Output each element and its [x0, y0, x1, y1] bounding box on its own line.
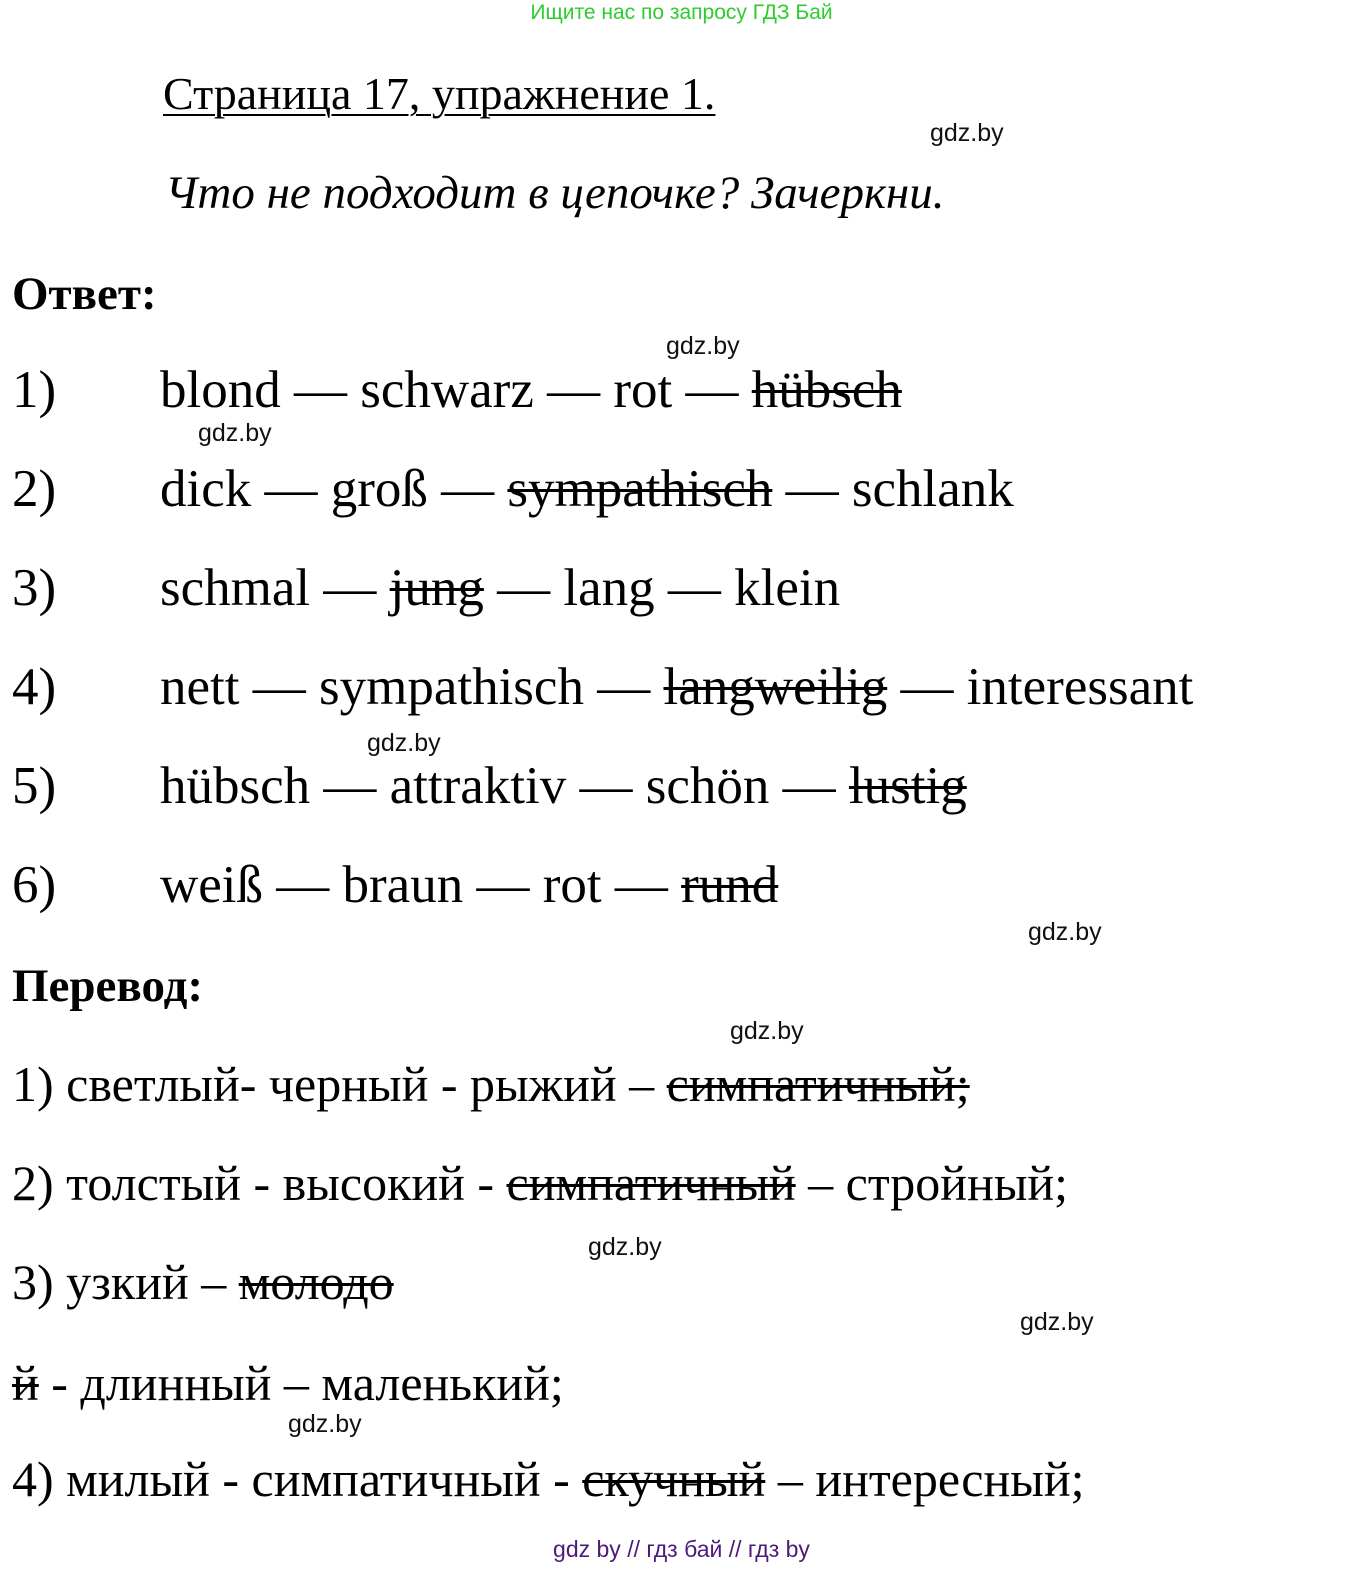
translation-text: 2) толстый - высокий -: [12, 1155, 507, 1211]
answer-number: 5): [12, 757, 57, 815]
dash: —: [252, 658, 306, 716]
struck-word: hübsch: [751, 361, 902, 419]
translation-heading: Перевод:: [12, 960, 204, 1012]
translation-text: - длинный – маленький;: [38, 1355, 564, 1411]
watermark: gdz.by: [730, 1017, 804, 1045]
word: rot: [613, 361, 673, 419]
task-instruction: Что не подходит в цепочке? Зачеркни.: [165, 167, 945, 219]
translation-row-2: [12, 1152, 1068, 1214]
answer-heading: Ответ:: [12, 268, 157, 320]
dash: —: [293, 361, 347, 419]
dash: —: [614, 856, 668, 914]
struck-word: симпатичный;: [666, 1056, 970, 1112]
answer-row-2: [12, 457, 1014, 521]
struck-word: скучный: [582, 1451, 766, 1507]
word: schwarz: [360, 361, 534, 419]
struck-word: симпатичный: [506, 1155, 796, 1211]
dash: —: [597, 658, 651, 716]
dash: —: [497, 559, 551, 617]
watermark: gdz.by: [588, 1233, 662, 1261]
word: schmal: [160, 559, 311, 617]
word: schlank: [851, 460, 1014, 518]
watermark: gdz.by: [1020, 1308, 1094, 1336]
dash: —: [685, 361, 739, 419]
translation-text: – интересный;: [765, 1451, 1085, 1507]
answer-row-1: [12, 358, 902, 422]
footer-links[interactable]: gdz by // гдз бай // гдз by: [553, 1536, 810, 1562]
answer-number: 4): [12, 658, 57, 716]
answer-row-4: [12, 655, 1193, 719]
struck-word: sympathisch: [507, 460, 773, 518]
watermark: gdz.by: [198, 419, 272, 447]
dash: —: [441, 460, 495, 518]
dash: —: [264, 460, 318, 518]
word: klein: [734, 559, 841, 617]
answer-row-5: [12, 754, 967, 818]
translation-text: – стройный;: [795, 1155, 1069, 1211]
watermark: gdz.by: [930, 119, 1004, 147]
translation-row-3-continued: [12, 1352, 564, 1414]
dash: —: [547, 361, 601, 419]
translation-text: 1) светлый- черный - рыжий –: [12, 1056, 667, 1112]
dash: —: [785, 460, 839, 518]
word: hübsch: [160, 757, 311, 815]
word: braun: [342, 856, 464, 914]
word: schön: [645, 757, 770, 815]
watermark: gdz.by: [288, 1410, 362, 1438]
answer-row-3: [12, 556, 840, 620]
dash: —: [323, 757, 377, 815]
top-banner[interactable]: Ищите нас по запросу ГДЗ Бай: [530, 1, 833, 24]
watermark: gdz.by: [367, 729, 441, 757]
translation-row-1: [12, 1053, 970, 1115]
answer-number: 1): [12, 361, 57, 419]
dash: —: [579, 757, 633, 815]
answer-number: 6): [12, 856, 57, 914]
watermark: gdz.by: [1028, 918, 1102, 946]
dash: —: [900, 658, 954, 716]
struck-word: й: [12, 1355, 39, 1411]
watermark: gdz.by: [666, 332, 740, 360]
dash: —: [276, 856, 330, 914]
dash: —: [476, 856, 530, 914]
dash: —: [667, 559, 721, 617]
struck-word: langweilig: [663, 658, 888, 716]
word: attraktiv: [389, 757, 567, 815]
dash: —: [782, 757, 836, 815]
page-title: Страница 17, упражнение 1.: [163, 68, 716, 119]
word: lang: [563, 559, 655, 617]
word: rot: [542, 856, 602, 914]
word: weiß: [160, 856, 264, 914]
struck-word: jung: [389, 559, 484, 617]
struck-word: lustig: [848, 757, 967, 815]
translation-text: 3) узкий –: [12, 1254, 239, 1310]
word: groß: [330, 460, 428, 518]
word: sympathisch: [318, 658, 584, 716]
struck-word: rund: [681, 856, 779, 914]
word: nett: [160, 658, 240, 716]
struck-word: молодо: [238, 1254, 394, 1310]
translation-row-4: [12, 1448, 1085, 1510]
answer-number: 2): [12, 460, 57, 518]
translation-text: 4) милый - симпатичный -: [12, 1451, 583, 1507]
word: dick: [160, 460, 252, 518]
translation-row-3: [12, 1251, 394, 1313]
dash: —: [323, 559, 377, 617]
word: blond: [160, 361, 281, 419]
word: interessant: [966, 658, 1194, 716]
answer-number: 3): [12, 559, 57, 617]
answer-row-6: [12, 853, 778, 917]
